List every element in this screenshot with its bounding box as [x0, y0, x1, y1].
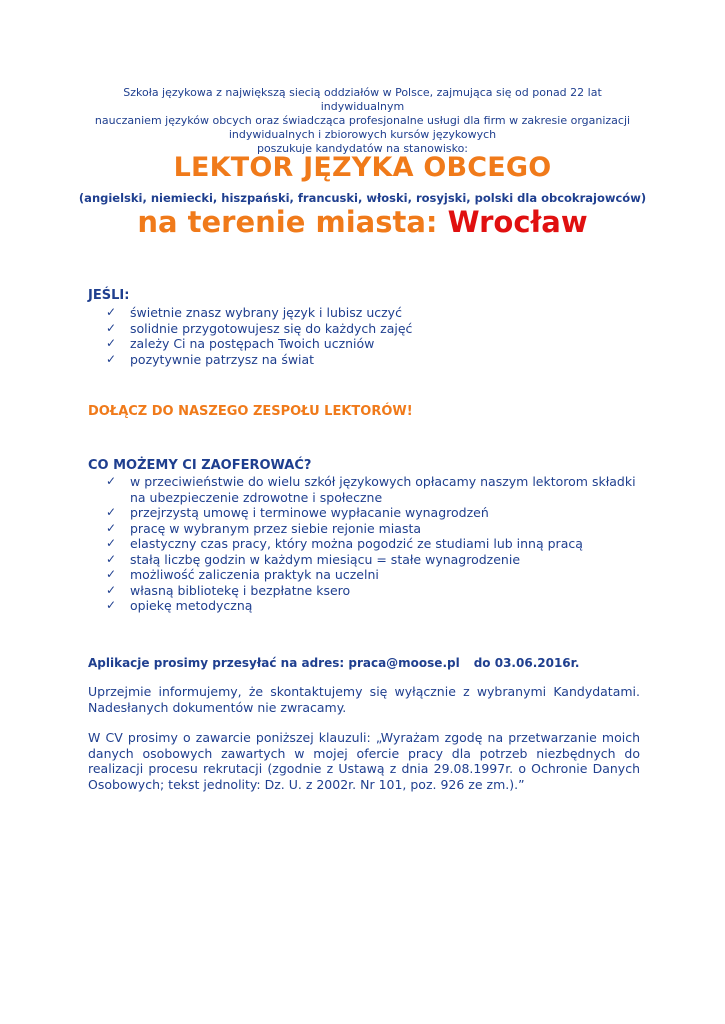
list-item: [106, 505, 636, 521]
intro-line: Szkoła językowa z największą siecią oddziałów w Polsce, zajmująca się od ponad 22 lat indywidualnym: [123, 86, 602, 113]
list-item: [106, 598, 636, 614]
apply-email-link[interactable]: praca@moose.pl: [348, 656, 460, 670]
city-prefix: na terenie miasta:: [137, 205, 448, 239]
list-item: [106, 552, 636, 568]
checkmark-icon: ✓: [106, 351, 117, 366]
apply-deadline: do 03.06.2016r.: [473, 656, 580, 670]
checkmark-icon: ✓: [106, 336, 117, 350]
job-title: LEKTOR JĘZYKA OBCEGO: [173, 152, 552, 183]
list-item: [106, 521, 636, 537]
intro-line: poszukuje kandydatów na stanowisko:: [256, 142, 469, 155]
apply-line: [88, 656, 579, 670]
offer-list: [106, 474, 636, 614]
city-name: Wrocław: [447, 205, 588, 239]
list-item-text: solidnie przygotowujesz się do każdych zajęć: [130, 320, 413, 336]
checkmark-icon: ✓: [106, 505, 117, 519]
if-heading: JEŚLI:: [88, 288, 130, 303]
apply-label: Aplikacje prosimy przesyłać na adres:: [88, 656, 349, 670]
list-item-text: świetnie znasz wybrany język i lubisz uczyć: [130, 305, 402, 320]
list-item-text: własną bibliotekę i bezpłatne ksero: [130, 582, 351, 598]
languages-list: (angielski, niemiecki, hiszpański, francuski, włoski, rosyjski, polski dla obcokrajowców): [78, 191, 647, 205]
list-item-text: zależy Ci na postępach Twoich uczniów: [130, 336, 375, 351]
list-item: [106, 336, 412, 352]
intro-text: [80, 86, 645, 156]
list-item: [106, 352, 412, 368]
list-item: [106, 583, 636, 599]
intro-line: indywidualnych i zbiorowych kursów językowych: [228, 128, 497, 141]
join-heading: DOŁĄCZ DO NASZEGO ZESPOŁU LEKTORÓW!: [88, 404, 413, 419]
list-item: [106, 305, 412, 321]
checkmark-icon: ✓: [106, 598, 117, 612]
checkmark-icon: ✓: [106, 474, 117, 488]
list-item: [106, 536, 636, 552]
list-item-text: elastyczny czas pracy, który można pogodzić ze studiami lub inną pracą: [130, 536, 583, 551]
list-item-text: pracę w wybranym przez siebie rejonie miasta: [130, 520, 422, 536]
list-item-text: opiekę metodyczną: [130, 598, 253, 613]
if-list: [106, 305, 412, 367]
list-item-text: przejrzystą umowę i terminowe wypłacanie wynagrodzeń: [130, 505, 489, 520]
city-line: [0, 205, 725, 239]
checkmark-icon: ✓: [106, 520, 117, 535]
list-item-text: w przeciwieństwie do wielu szkół językowych opłacamy naszym lektorom składki na ubezpieczenie zdrowotne i społeczne: [130, 474, 636, 505]
list-item: [106, 474, 636, 505]
checkmark-icon: ✓: [106, 305, 117, 319]
list-item-text: możliwość zaliczenia praktyk na uczelni: [130, 567, 379, 582]
checkmark-icon: ✓: [106, 582, 117, 597]
list-item-text: pozytywnie patrzysz na świat: [130, 351, 315, 367]
intro-line: nauczaniem języków obcych oraz świadcząca profesjonalne usługi dla firm w zakresie organizacji: [94, 114, 631, 127]
list-item: [106, 567, 636, 583]
checkmark-icon: ✓: [106, 567, 117, 581]
offer-heading: CO MOŻEMY CI ZAOFEROWAĆ?: [88, 458, 312, 473]
clause-paragraph: W CV prosimy o zawarcie poniższej klauzuli: „Wyrażam zgodę na przetwarzanie moich danych osobowych zawartych w mojej ofercie pracy dla potrzeb niezbędnych do realizacji procesu rekrutacji (zgodnie z Ustawą z dnia 29.08.1997r. o Ochronie Danych Osobowych; tekst jednolity: Dz. U. z 2002r. Nr 101, poz. 926 ze zm.).”: [88, 730, 640, 792]
list-item-text: stałą liczbę godzin w każdym miesiącu = stałe wynagrodzenie: [130, 551, 521, 567]
list-item: [106, 321, 412, 337]
checkmark-icon: ✓: [106, 320, 117, 335]
checkmark-icon: ✓: [106, 551, 117, 566]
checkmark-icon: ✓: [106, 536, 117, 550]
info-paragraph: Uprzejmie informujemy, że skontaktujemy się wyłącznie z wybranymi Kandydatami. Nadesłanych dokumentów nie zwracamy.: [88, 684, 640, 715]
